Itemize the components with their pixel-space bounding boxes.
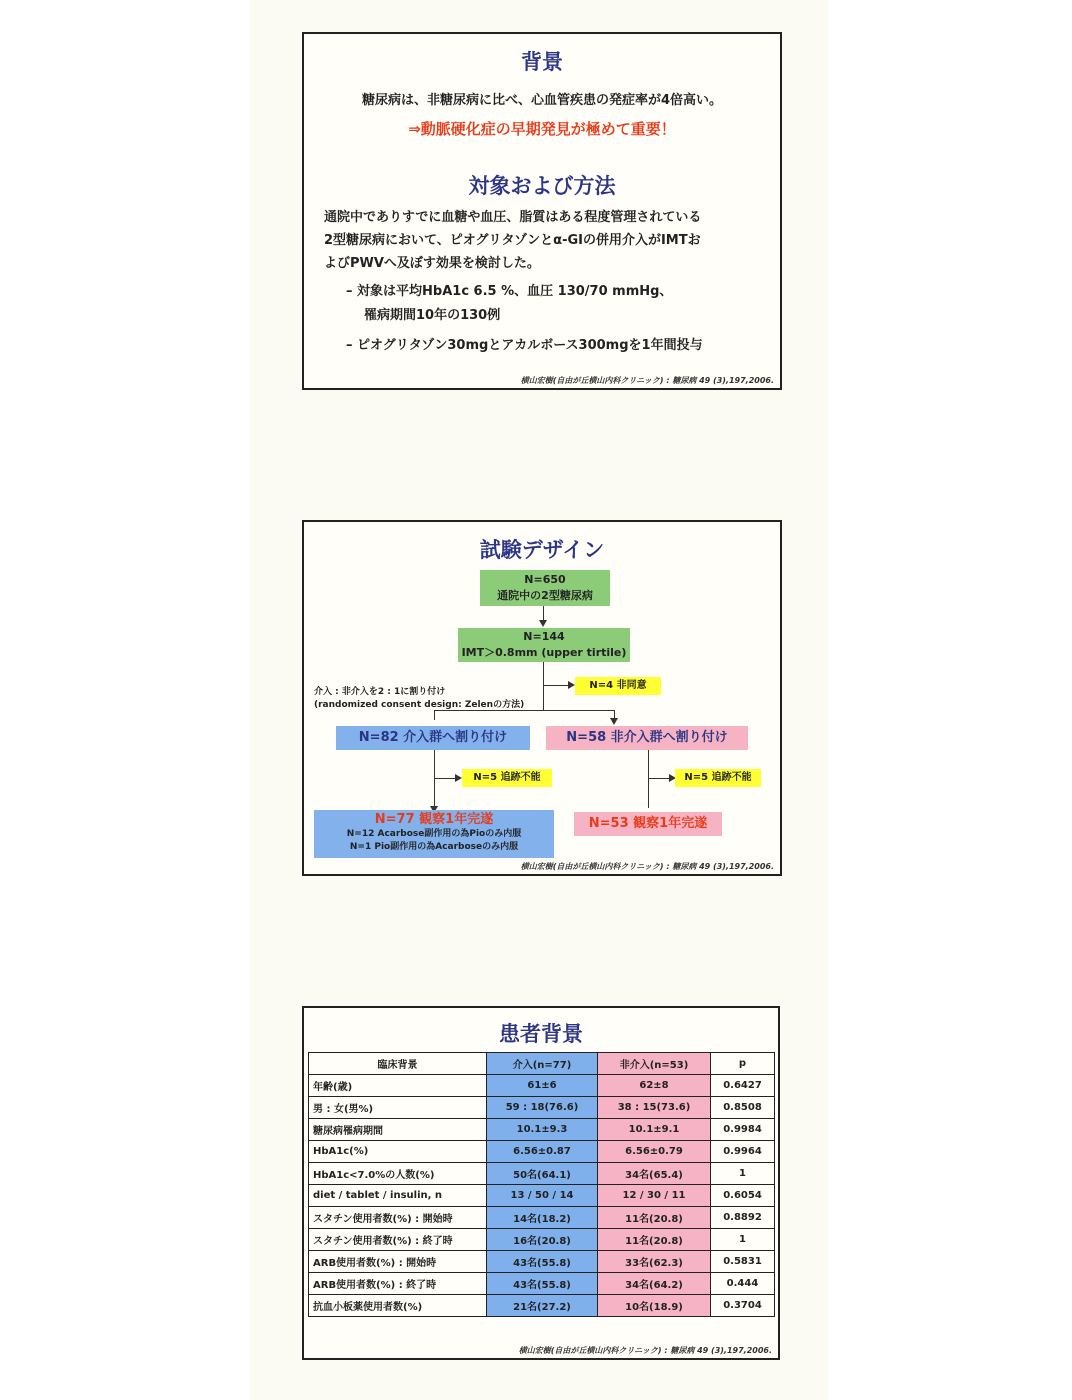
citation: 横山宏樹(自由が丘横山内科クリニック) : 糖尿病 49 (3),197,2006. <box>520 376 774 385</box>
row-label: 男 : 女(男%) <box>309 1097 487 1119</box>
connector <box>543 685 569 686</box>
background-emphasis: ⇒動脈硬化症の早期発見が極めて重要！ <box>408 120 676 138</box>
background-text: 糖尿病は、非糖尿病に比べ、心血管疾患の発症率が4倍高い。 <box>361 93 723 108</box>
intervention-value: 13 / 50 / 14 <box>487 1185 598 1207</box>
box-n650-count: N=650 <box>524 573 566 586</box>
connector <box>434 710 435 720</box>
table-row <box>309 1295 775 1317</box>
p-value: 0.8508 <box>711 1097 775 1119</box>
intervention-value: 61±6 <box>487 1075 598 1097</box>
box-n77-title: N=77 観察1年完遂 <box>374 812 494 827</box>
control-value: 6.56±0.79 <box>598 1141 711 1163</box>
p-value: 1 <box>711 1229 775 1251</box>
box-n4-refused: N=4 非同意 <box>575 677 661 695</box>
connector <box>434 778 456 779</box>
row-label: 抗血小板薬使用者数(%) <box>309 1295 487 1317</box>
control-value: 34名(65.4) <box>598 1163 711 1185</box>
row-label: 年齢(歳) <box>309 1075 487 1097</box>
box-n650 <box>480 570 610 606</box>
arrow-down-icon <box>610 718 618 725</box>
methods-line: よびPWVへ及ぼす効果を検討した。 <box>324 256 540 271</box>
box-n58-control: N=58 非介入群へ割り付け <box>546 726 748 750</box>
control-value: 10名(18.9) <box>598 1295 711 1317</box>
row-label: 糖尿病罹病期間 <box>309 1119 487 1141</box>
control-value: 38 : 15(73.6) <box>598 1097 711 1119</box>
table-row <box>309 1207 775 1229</box>
table-row <box>309 1075 775 1097</box>
allocation-ratio: 介入 : 非介入を2 : 1に割り付け <box>314 687 446 697</box>
table-row <box>309 1251 775 1273</box>
header-p: p <box>711 1053 775 1075</box>
title-patient-background: 患者背景 <box>499 1022 583 1046</box>
intervention-value: 50名(64.1) <box>487 1163 598 1185</box>
row-label: ARB使用者数(%) : 終了時 <box>309 1273 487 1295</box>
slide-patient-background <box>302 1006 780 1360</box>
p-value: 0.3704 <box>711 1295 775 1317</box>
connector <box>434 750 435 808</box>
p-value: 0.5831 <box>711 1251 775 1273</box>
p-value: 0.444 <box>711 1273 775 1295</box>
methods-line: 2型糖尿病において、ピオグリタゾンとα-GIの併用介入がIMTお <box>324 233 701 248</box>
box-n5-lost-left: N=5 追跡不能 <box>462 769 552 787</box>
title-background: 背景 <box>521 50 563 74</box>
control-value: 62±8 <box>598 1075 711 1097</box>
table-row <box>309 1163 775 1185</box>
intervention-value: 59 : 18(76.6) <box>487 1097 598 1119</box>
intervention-value: 43名(55.8) <box>487 1273 598 1295</box>
methods-line: 通院中でありすでに血糖や血圧、脂質はある程度管理されている <box>324 210 702 225</box>
connector <box>434 710 614 711</box>
control-value: 10.1±9.1 <box>598 1119 711 1141</box>
header-clinical: 臨床背景 <box>309 1053 487 1075</box>
bullet-dosing: – ピオグリタゾン30mgとアカルボース300mgを1年間投与 <box>346 338 703 353</box>
citation: 横山宏樹(自由が丘横山内科クリニック) : 糖尿病 49 (3),197,2006. <box>520 862 774 871</box>
row-label: ARB使用者数(%) : 開始時 <box>309 1251 487 1273</box>
slide-study-design <box>302 520 782 876</box>
connector <box>648 750 649 808</box>
table-header-row <box>309 1053 775 1075</box>
control-value: 33名(62.3) <box>598 1251 711 1273</box>
box-n144-desc: IMT＞0.8mm (upper tirtile) <box>461 646 627 659</box>
row-label: スタチン使用者数(%) : 開始時 <box>309 1207 487 1229</box>
table-row <box>309 1229 775 1251</box>
arrow-down-icon <box>539 620 547 627</box>
title-study-design: 試験デザイン <box>479 538 605 562</box>
box-n77-note2: N=1 Pio副作用の為Acarboseのみ内服 <box>349 842 519 852</box>
box-n650-desc: 通院中の2型糖尿病 <box>497 589 593 602</box>
table-row <box>309 1119 775 1141</box>
row-label: HbA1c(%) <box>309 1141 487 1163</box>
box-n5-lost-right: N=5 追跡不能 <box>675 769 761 787</box>
intervention-value: 6.56±0.87 <box>487 1141 598 1163</box>
table-row <box>309 1273 775 1295</box>
p-value: 0.6054 <box>711 1185 775 1207</box>
arrow-right-icon <box>568 681 575 689</box>
arrow-right-icon <box>455 774 462 782</box>
p-value: 0.9964 <box>711 1141 775 1163</box>
p-value: 0.8892 <box>711 1207 775 1229</box>
citation: 横山宏樹(自由が丘横山内科クリニック) : 糖尿病 49 (3),197,2006. <box>518 1346 772 1355</box>
bullet-subjects: – 対象は平均HbA1c 6.5 %、血圧 130/70 mmHg、 <box>346 284 673 299</box>
methods-text <box>324 206 764 275</box>
control-value: 11名(20.8) <box>598 1207 711 1229</box>
control-value: 34名(64.2) <box>598 1273 711 1295</box>
box-n77-completed <box>314 810 554 858</box>
header-intervention: 介入(n=77) <box>487 1053 598 1075</box>
control-value: 12 / 30 / 11 <box>598 1185 711 1207</box>
box-n53-completed: N=53 観察1年完遂 <box>574 812 722 836</box>
header-control: 非介入(n=53) <box>598 1053 711 1075</box>
allocation-method: (randomized consent design: Zelenの方法) <box>314 700 525 710</box>
patient-table <box>308 1052 775 1317</box>
intervention-value: 10.1±9.3 <box>487 1119 598 1141</box>
intervention-value: 43名(55.8) <box>487 1251 598 1273</box>
box-n144 <box>458 628 630 662</box>
intervention-value: 21名(27.2) <box>487 1295 598 1317</box>
connector <box>543 662 544 710</box>
connector <box>648 778 670 779</box>
allocation-note <box>314 686 524 712</box>
box-n82-intervention: N=82 介入群へ割り付け <box>336 726 530 750</box>
box-n77-note1: N=12 Acarbose副作用の為Pioのみ内服 <box>346 829 522 839</box>
table-row <box>309 1185 775 1207</box>
table-row <box>309 1097 775 1119</box>
p-value: 0.6427 <box>711 1075 775 1097</box>
slide-background-methods <box>302 32 782 390</box>
title-methods: 対象および方法 <box>468 174 616 198</box>
row-label: diet / tablet / insulin, n <box>309 1185 487 1207</box>
box-n144-count: N=144 <box>523 630 565 643</box>
p-value: 0.9984 <box>711 1119 775 1141</box>
bullet-subjects-cont: 罹病期間10年の130例 <box>364 308 501 323</box>
control-value: 11名(20.8) <box>598 1229 711 1251</box>
intervention-value: 16名(20.8) <box>487 1229 598 1251</box>
intervention-value: 14名(18.2) <box>487 1207 598 1229</box>
table-row <box>309 1141 775 1163</box>
row-label: スタチン使用者数(%) : 終了時 <box>309 1229 487 1251</box>
p-value: 1 <box>711 1163 775 1185</box>
row-label: HbA1c<7.0%の人数(%) <box>309 1163 487 1185</box>
